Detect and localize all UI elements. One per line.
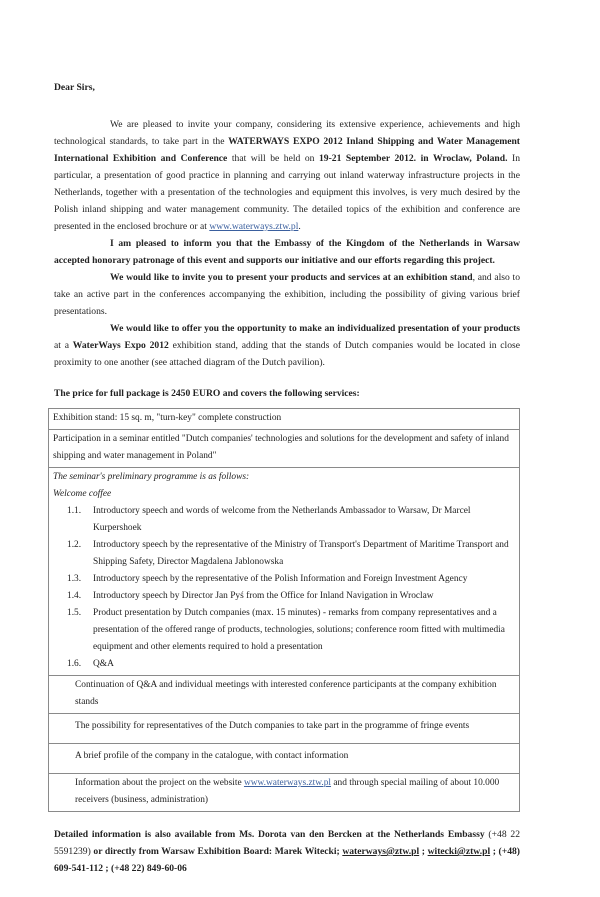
table-row: [49, 744, 520, 774]
text-run: ;: [419, 846, 428, 857]
greeting: Dear Sirs,: [54, 82, 95, 93]
bold-text: 19-21 September 2012. in Wroclaw, Poland.: [318, 153, 508, 164]
email-link[interactable]: witecki@ztw.pl: [427, 846, 491, 857]
price-heading: The price for full package is 2450 EURO and covers the following services:: [54, 388, 360, 399]
paragraph: [54, 269, 520, 320]
programme-item: [53, 571, 515, 588]
text-run: that will be held on: [227, 153, 319, 164]
programme-item-number: 1.6.: [67, 659, 82, 669]
service-seminar: Participation in a seminar entitled "Dutch companies' technologies and solutions for the development and safety of inland shipping and water management in Poland": [49, 430, 520, 468]
programme-item: [53, 656, 515, 673]
table-row: [49, 430, 520, 468]
text-run: We are pleased to invite your company, considering its extensive experience, achievements and high technological standards, to take part in the: [54, 119, 520, 147]
contact-footer: [54, 826, 520, 877]
programme-item-text: Introductory speech and words of welcome from the Netherlands Ambassador to Warsaw, Dr Marcel Kurpershoek: [93, 506, 471, 533]
text-run: at a: [54, 340, 73, 351]
website-link[interactable]: www.waterways.ztw.pl: [209, 221, 299, 232]
footer-wrap: [54, 826, 520, 877]
programme-item-text: Introductory speech by the representative of the Polish Information and Foreign Investment Agency: [93, 574, 468, 584]
seminar-intro: The seminar's preliminary programme is as follows:: [53, 472, 250, 482]
text-run: or directly from Warsaw Exhibition Board: Marek Witecki;: [93, 846, 343, 857]
programme-item-number: 1.5.: [67, 608, 82, 618]
bold-text: We would like to invite you to present your products and services at an exhibition stand: [110, 272, 473, 283]
service-catalogue: A brief profile of the company in the catalogue, with contact information: [49, 744, 520, 774]
paragraph: [54, 320, 520, 371]
programme-item-number: 1.3.: [67, 574, 82, 584]
email-link[interactable]: waterways@ztw.pl: [342, 846, 420, 857]
programme-item-number: 1.4.: [67, 591, 82, 601]
text-run: Detailed information is also available from Ms. Dorota van den Bercken at the Netherlands Embassy: [54, 829, 485, 840]
text-run: In particular, a presentation of good practice in planning and carrying out inland waterway infrastructure projects in the Netherlands, together with a presentation of the technologies and equipment this involves, is very much desired by the Polish inland shipping and water management community. The detailed topics of the exhibition and conference are presented in the enclosed brochure or at: [54, 153, 521, 232]
programme-item-text: Introductory speech by Director Jan Pyś from the Office for Inland Navigation in Wroclaw: [93, 591, 434, 601]
programme-item-text: Product presentation by Dutch companies (max. 15 minutes) - remarks from company representatives and a presentation of the offered range of products, technologies, solutions; conference room fitted with multimedia equipment and other elements required to hold a presentation: [93, 608, 505, 652]
paragraphs: [54, 116, 520, 371]
bold-text: We would like to offer you the opportunity to make an individualized presentation of your products: [110, 323, 520, 334]
programme-list: [53, 503, 515, 673]
programme-item: [53, 503, 515, 537]
website-text-pre: Information about the project on the website: [75, 778, 244, 788]
text-run: exhibition stand, adding that the stands of Dutch companies would be located in close proximity to one another (see attached diagram of the Dutch pavilion).: [54, 340, 520, 368]
text-run: ; (+48) 609-541-112 ; (+48 22) 849-60-06: [54, 846, 520, 874]
table-row: [49, 676, 520, 714]
bold-text: WATERWAYS EXPO 2012 Inland Shipping and Water Management International Exhibition and Conference: [54, 136, 521, 164]
programme-item-number: 1.2.: [67, 540, 82, 550]
table-row: [49, 409, 520, 430]
programme-item: [53, 588, 515, 605]
service-meetings: Continuation of Q&A and individual meetings with interested conference participants at the company exhibition stands: [49, 676, 520, 714]
services-table: [48, 408, 520, 812]
service-stand: Exhibition stand: 15 sq. m, "turn-key" complete construction: [49, 409, 520, 430]
table-row: [49, 774, 520, 812]
service-fringe: The possibility for representatives of the Dutch companies to take part in the programme of fringe events: [49, 714, 520, 744]
paragraph: [54, 116, 520, 235]
text-run: .: [298, 221, 301, 232]
website-link[interactable]: www.waterways.ztw.pl: [243, 778, 332, 788]
programme-item-number: 1.1.: [67, 506, 82, 516]
bold-text: I am pleased to inform you that the Embassy of the Kingdom of the Netherlands in Warsaw accepted honorary patronage of this event and supports our initiative and our efforts regarding this project.: [54, 238, 520, 266]
programme-item-text: Q&A: [93, 659, 114, 669]
letter-body: [54, 79, 520, 402]
programme-item: [53, 537, 515, 571]
table-row: [49, 468, 520, 676]
table-row: [49, 714, 520, 744]
seminar-programme: [49, 468, 520, 676]
paragraph: [54, 235, 520, 269]
service-website: [49, 774, 520, 812]
programme-item-text: Introductory speech by the representative of the Ministry of Transport's Department of Maritime Transport and Shipping Safety, Director Magdalena Jablonowska: [93, 540, 509, 567]
programme-item: [53, 605, 515, 656]
text-run: , and also to take an active part in the conferences accompanying the exhibition, including the possibility of giving various brief presentations.: [54, 272, 520, 317]
text-run: (+48 22 5591239): [54, 829, 520, 857]
bold-text: WaterWays Expo 2012: [72, 340, 169, 351]
website-text-post: and through special mailing of about 10.000 receivers (business, administration): [75, 778, 500, 805]
welcome-coffee: Welcome coffee: [53, 489, 112, 499]
